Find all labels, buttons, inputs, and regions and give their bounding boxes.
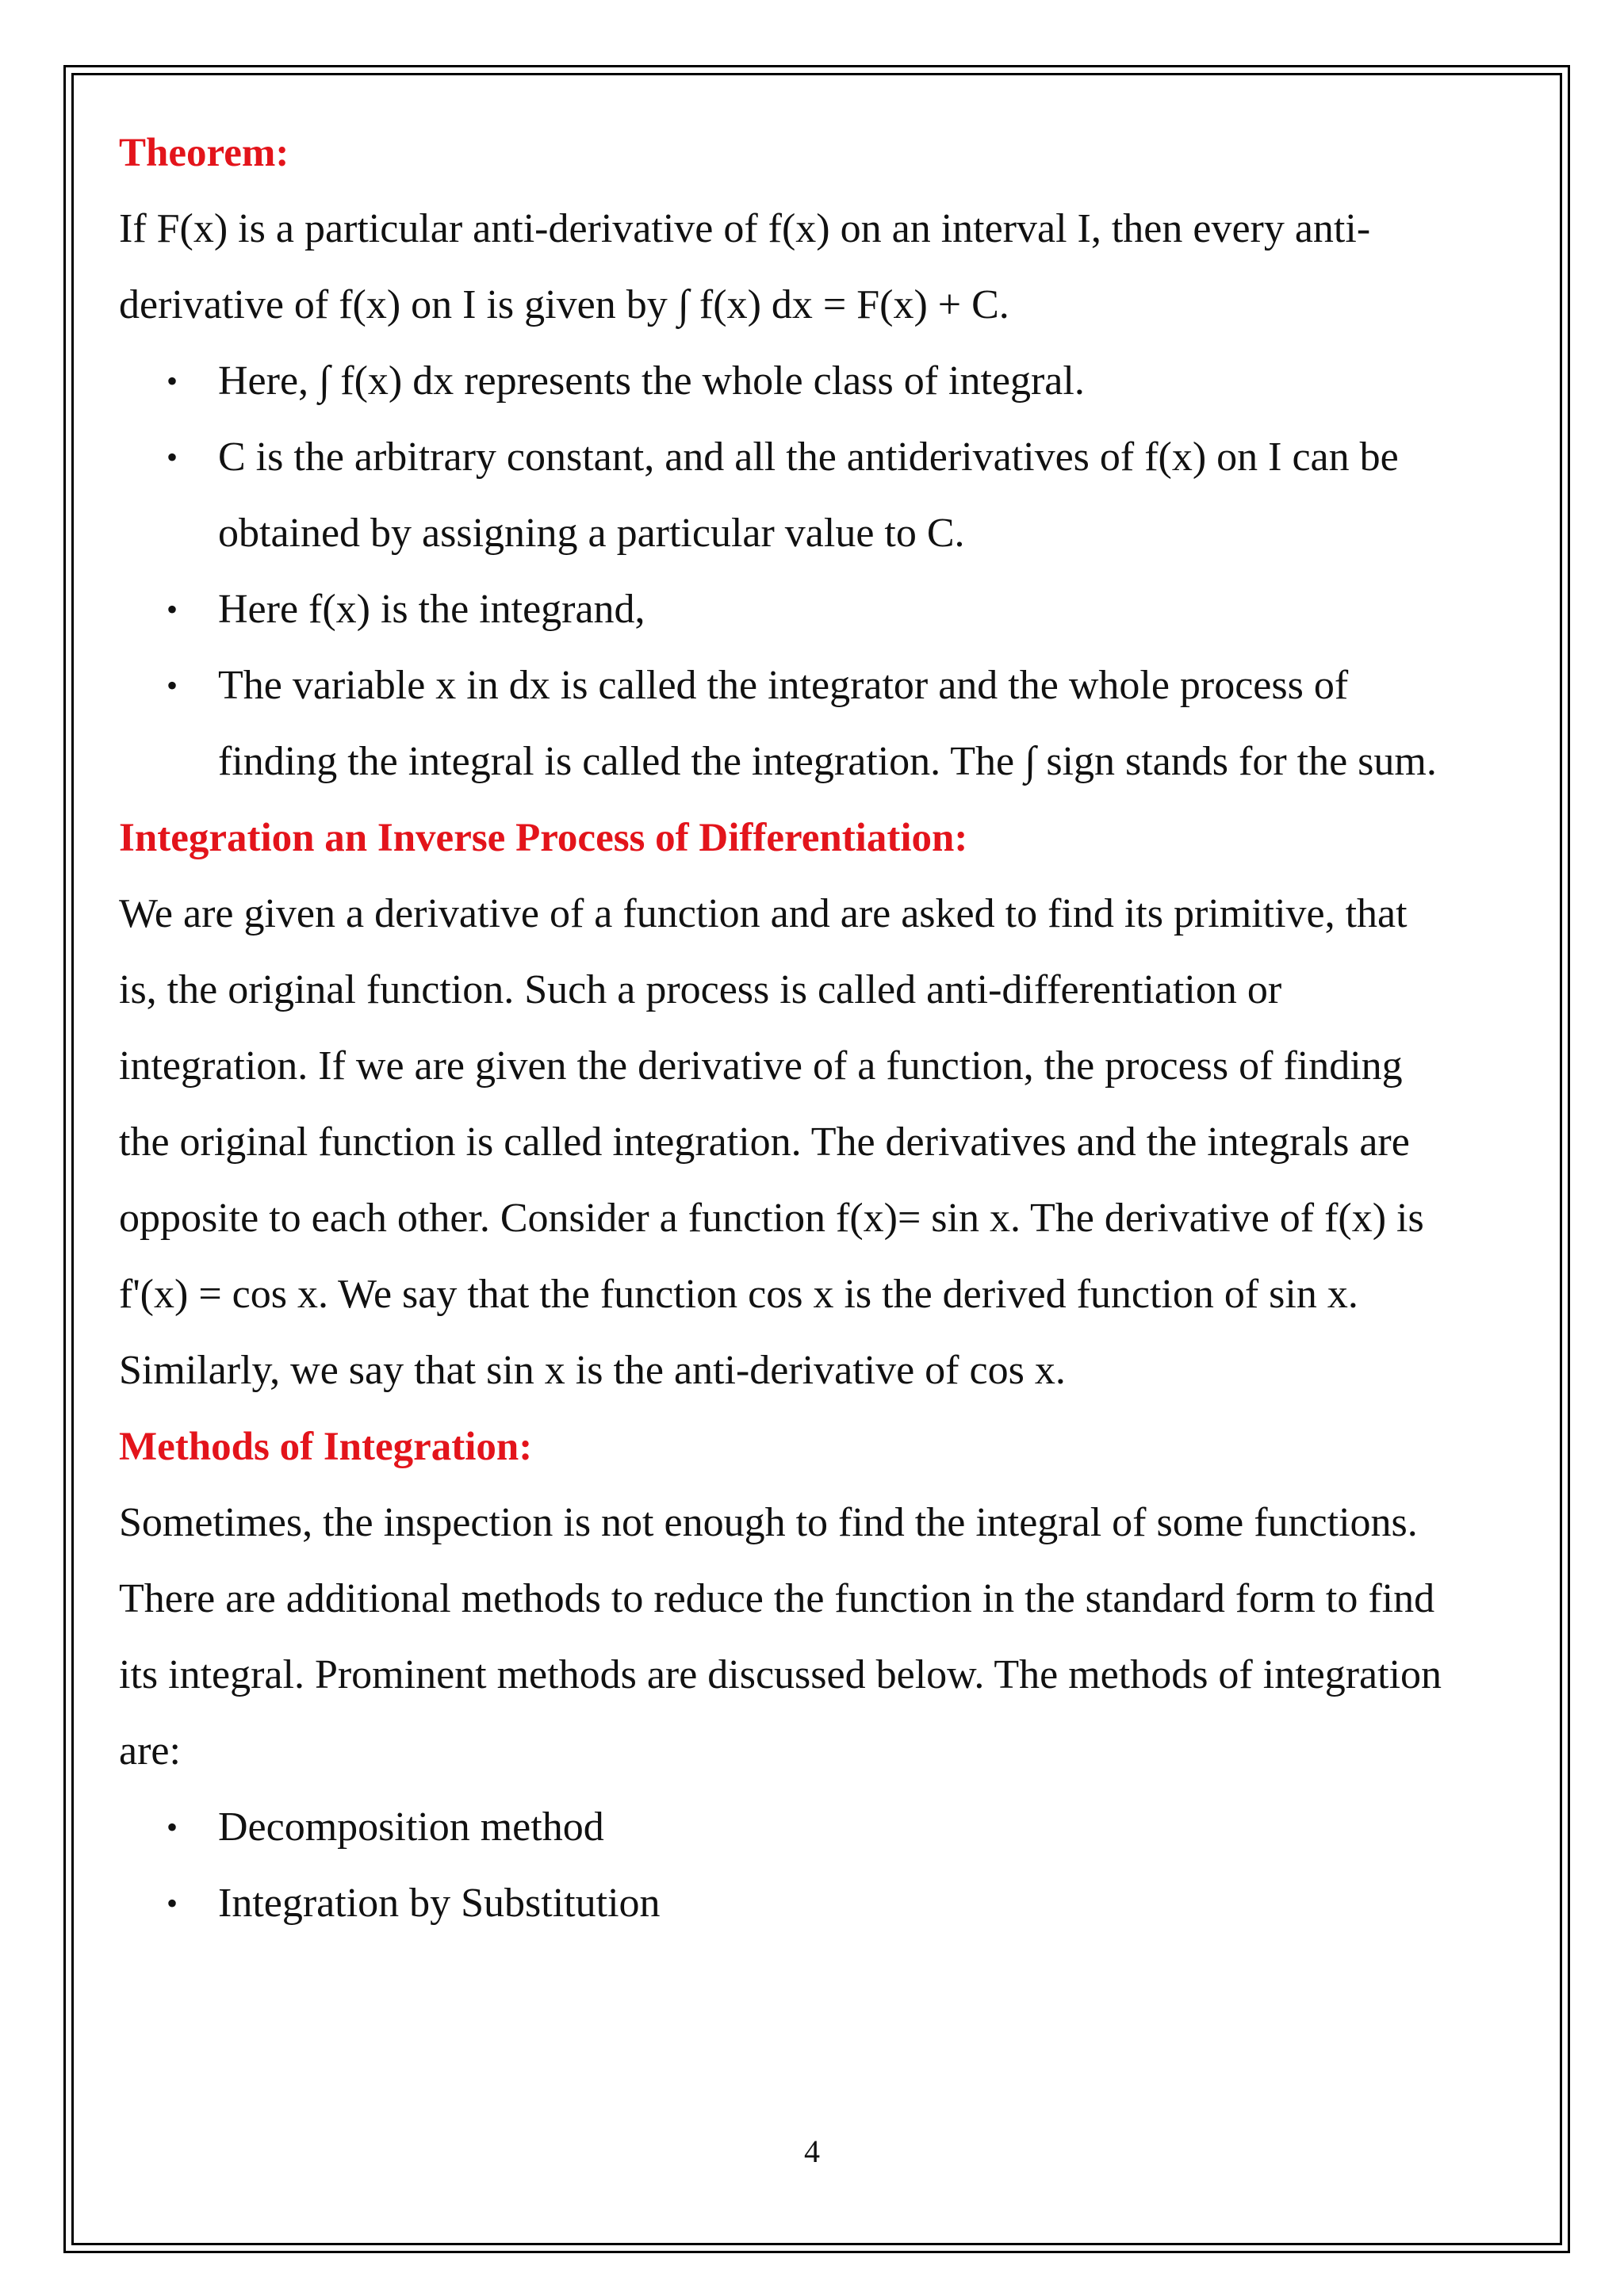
inverse-process-paragraph: We are given a derivative of a function and are asked to find its primitive, that is, the original function. Such a process is called anti-differentiation or integration. If we are given the derivative of a function, the process of finding the original function is called integration. The derivatives and the integrals are opposite to each other. Consider a function f(x)= sin x. The derivative of f(x) is f'(x) = cos x. We say that the function cos x is the derived function of sin x. Similarly, we say that sin x is the anti-derivative of cos x. (119, 891, 1424, 1393)
page-content (119, 115, 1451, 1942)
list-item: • Integration by Substitution (119, 1866, 1451, 1942)
list-item: • Here f(x) is the integrand, (119, 572, 1451, 648)
page-number: 4 (804, 2133, 820, 2169)
list-item: • Decomposition method (119, 1789, 1451, 1866)
theorem-heading: Theorem: (119, 131, 289, 175)
inverse-process-heading: Integration an Inverse Process of Differentiation: (119, 816, 968, 860)
methods-paragraph: Sometimes, the inspection is not enough to find the integral of some functions. There are additional methods to reduce the function in the standard form to find its integral. Prominent methods are discussed below. The methods of integration are: (119, 1500, 1442, 1774)
methods-heading: Methods of Integration: (119, 1425, 533, 1469)
list-item: • C is the arbitrary constant, and all the antiderivatives of f(x) on I can be obtained by assigning a particular value to C. (119, 419, 1451, 572)
list-item: • The variable x in dx is called the integrator and the whole process of finding the integral is called the integration. The ∫ sign stands for the sum. (119, 648, 1451, 800)
theorem-paragraph: If F(x) is a particular anti-derivative of f(x) on an interval I, then every anti-derivative of f(x) on I is given by ∫ f(x) dx = F(x) + C. (119, 206, 1371, 327)
methods-bullet-list (119, 1789, 1451, 1942)
list-item: • Here, ∫ f(x) dx represents the whole class of integral. (119, 343, 1451, 419)
theorem-bullet-list (119, 343, 1451, 800)
